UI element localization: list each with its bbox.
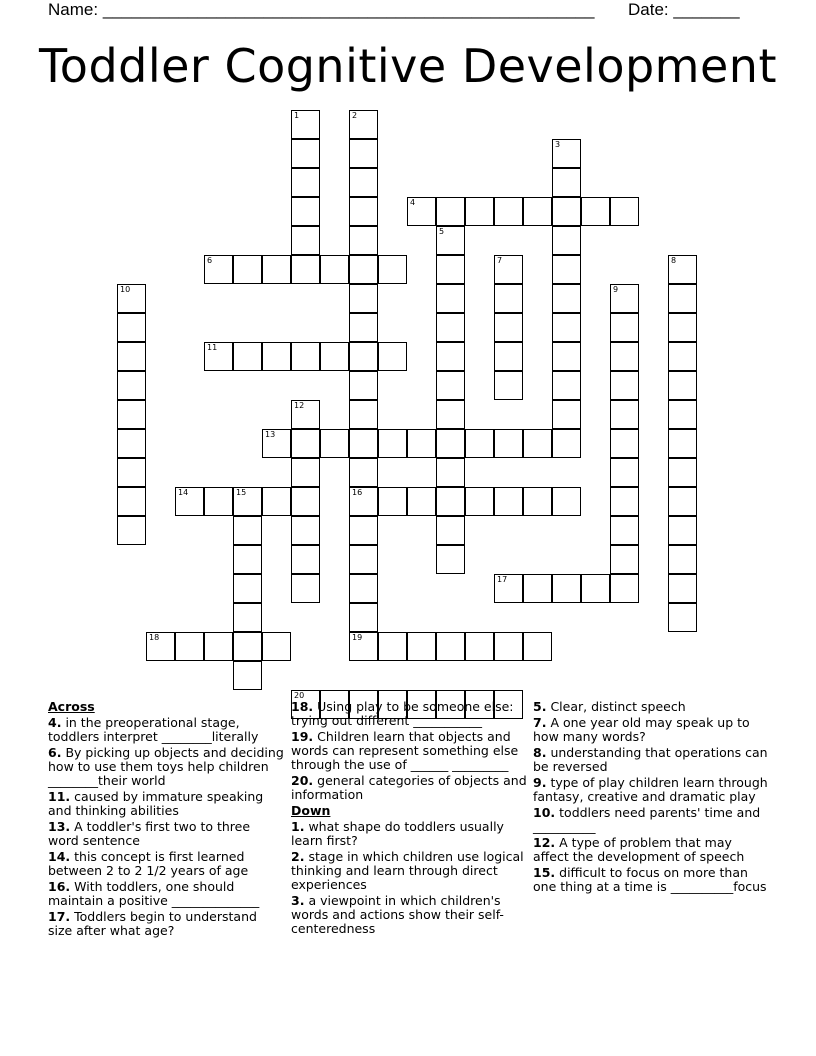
grid-cell[interactable] bbox=[204, 255, 233, 284]
cell-number: 1 bbox=[294, 111, 300, 120]
grid-cell[interactable] bbox=[610, 342, 639, 371]
grid-cell[interactable] bbox=[610, 458, 639, 487]
grid-cell[interactable] bbox=[668, 516, 697, 545]
grid-cell[interactable] bbox=[349, 429, 378, 458]
grid-cell[interactable] bbox=[117, 284, 146, 313]
cell-number: 7 bbox=[497, 256, 503, 265]
grid-cell[interactable] bbox=[552, 313, 581, 342]
clue-down-1: 1. what shape do toddlers usually learn first? bbox=[291, 819, 504, 848]
clue-across-11: 11. caused by immature speaking and thinking abilities bbox=[48, 789, 264, 818]
grid-cell[interactable] bbox=[668, 545, 697, 574]
grid-cell[interactable] bbox=[291, 545, 320, 574]
grid-cell[interactable] bbox=[291, 226, 320, 255]
grid-cell[interactable] bbox=[552, 197, 581, 226]
grid-cell[interactable] bbox=[291, 400, 320, 429]
grid-cell[interactable] bbox=[349, 313, 378, 342]
grid-cell[interactable] bbox=[494, 429, 523, 458]
clue-down-2: 2. stage in which children use logical thinking and learn through direct experiences bbox=[291, 849, 524, 892]
clue-across-18: 18. Using play to be someone else: trying out different ___________ bbox=[291, 699, 514, 728]
clue-down-10: 10. toddlers need parents' time and __________ bbox=[533, 805, 761, 834]
grid-cell[interactable] bbox=[552, 342, 581, 371]
cell-number: 8 bbox=[671, 256, 677, 265]
grid-cell[interactable] bbox=[523, 487, 552, 516]
grid-cell[interactable] bbox=[668, 255, 697, 284]
grid-cell[interactable] bbox=[320, 342, 349, 371]
grid-cell[interactable] bbox=[407, 632, 436, 661]
grid-cell[interactable] bbox=[552, 371, 581, 400]
grid-cell[interactable] bbox=[204, 632, 233, 661]
grid-cell[interactable] bbox=[291, 516, 320, 545]
grid-cell[interactable] bbox=[349, 284, 378, 313]
grid-cell[interactable] bbox=[291, 197, 320, 226]
grid-cell[interactable] bbox=[668, 458, 697, 487]
grid-cell[interactable] bbox=[204, 342, 233, 371]
clue-across-20: 20. general categories of objects and information bbox=[291, 773, 527, 802]
grid-cell[interactable] bbox=[581, 574, 610, 603]
grid-cell[interactable] bbox=[349, 545, 378, 574]
clue-across-19: 19. Children learn that objects and words can represent something else through the use of ______ _________ bbox=[291, 729, 519, 772]
cell-number: 4 bbox=[410, 198, 416, 207]
grid-cell[interactable] bbox=[552, 400, 581, 429]
cell-number: 16 bbox=[352, 488, 363, 497]
cell-number: 2 bbox=[352, 111, 358, 120]
grid-cell[interactable] bbox=[291, 429, 320, 458]
grid-cell[interactable] bbox=[465, 429, 494, 458]
grid-cell[interactable] bbox=[117, 516, 146, 545]
cell-number: 20 bbox=[294, 691, 305, 700]
clue-down-12: 12. A type of problem that may affect the development of speech bbox=[533, 835, 745, 864]
grid-cell[interactable] bbox=[233, 632, 262, 661]
grid-cell[interactable] bbox=[668, 603, 697, 632]
grid-cell[interactable] bbox=[291, 574, 320, 603]
grid-cell[interactable] bbox=[436, 632, 465, 661]
cell-number: 11 bbox=[207, 343, 218, 352]
cell-number: 19 bbox=[352, 633, 363, 642]
grid-cell[interactable] bbox=[233, 661, 262, 690]
grid-cell[interactable] bbox=[610, 487, 639, 516]
grid-cell[interactable] bbox=[378, 429, 407, 458]
grid-cell[interactable] bbox=[465, 197, 494, 226]
grid-cell[interactable] bbox=[552, 168, 581, 197]
grid-cell[interactable] bbox=[436, 429, 465, 458]
grid-cell[interactable] bbox=[668, 400, 697, 429]
grid-cell[interactable] bbox=[349, 255, 378, 284]
grid-cell[interactable] bbox=[436, 342, 465, 371]
grid-cell[interactable] bbox=[349, 574, 378, 603]
cell-number: 10 bbox=[120, 285, 131, 294]
cell-number: 18 bbox=[149, 633, 160, 642]
grid-cell[interactable] bbox=[262, 342, 291, 371]
grid-cell[interactable] bbox=[349, 168, 378, 197]
grid-cell[interactable] bbox=[436, 458, 465, 487]
grid-cell[interactable] bbox=[349, 458, 378, 487]
grid-cell[interactable] bbox=[610, 284, 639, 313]
grid-cell[interactable] bbox=[552, 255, 581, 284]
grid-cell[interactable] bbox=[291, 342, 320, 371]
grid-cell[interactable] bbox=[610, 313, 639, 342]
grid-cell[interactable] bbox=[436, 400, 465, 429]
grid-cell[interactable] bbox=[552, 226, 581, 255]
grid-cell[interactable] bbox=[552, 487, 581, 516]
grid-cell[interactable] bbox=[581, 197, 610, 226]
clue-across-16: 16. With toddlers, one should maintain a positive ______________ bbox=[48, 879, 260, 908]
grid-cell[interactable] bbox=[668, 313, 697, 342]
clues-column-1 bbox=[48, 700, 284, 940]
grid-cell[interactable] bbox=[117, 313, 146, 342]
grid-cell[interactable] bbox=[262, 255, 291, 284]
grid-cell[interactable] bbox=[552, 429, 581, 458]
clue-across-6: 6. By picking up objects and deciding how to use them toys help children ________their world bbox=[48, 745, 284, 788]
grid-cell[interactable] bbox=[436, 545, 465, 574]
grid-cell[interactable] bbox=[436, 197, 465, 226]
grid-cell[interactable] bbox=[494, 284, 523, 313]
grid-cell[interactable] bbox=[668, 429, 697, 458]
grid-cell[interactable] bbox=[233, 342, 262, 371]
grid-cell[interactable] bbox=[436, 516, 465, 545]
grid-cell[interactable] bbox=[320, 429, 349, 458]
clue-across-4: 4. in the preoperational stage, toddlers interpret ________literally bbox=[48, 715, 259, 744]
grid-cell[interactable] bbox=[610, 197, 639, 226]
grid-cell[interactable] bbox=[494, 371, 523, 400]
grid-cell[interactable] bbox=[349, 603, 378, 632]
grid-cell[interactable] bbox=[117, 487, 146, 516]
grid-cell[interactable] bbox=[494, 255, 523, 284]
clue-down-15: 15. difficult to focus on more than one thing at a time is __________focus bbox=[533, 865, 767, 894]
grid-cell[interactable] bbox=[291, 168, 320, 197]
grid-cell[interactable] bbox=[465, 632, 494, 661]
grid-cell[interactable] bbox=[262, 429, 291, 458]
grid-cell[interactable] bbox=[378, 342, 407, 371]
grid-cell[interactable] bbox=[117, 429, 146, 458]
clue-across-13: 13. A toddler's first two to three word sentence bbox=[48, 819, 251, 848]
grid-cell[interactable] bbox=[117, 458, 146, 487]
grid-cell[interactable] bbox=[378, 255, 407, 284]
grid-cell[interactable] bbox=[291, 110, 320, 139]
grid-cell[interactable] bbox=[349, 226, 378, 255]
grid-cell[interactable] bbox=[233, 516, 262, 545]
grid-cell[interactable] bbox=[610, 574, 639, 603]
grid-cell[interactable] bbox=[523, 574, 552, 603]
clues-column-2 bbox=[291, 700, 527, 938]
grid-cell[interactable] bbox=[610, 400, 639, 429]
cell-number: 9 bbox=[613, 285, 619, 294]
grid-cell[interactable] bbox=[436, 313, 465, 342]
date-label: Date: bbox=[628, 0, 669, 19]
clue-across-17: 17. Toddlers begin to understand size after what age? bbox=[48, 909, 257, 938]
grid-cell[interactable] bbox=[610, 516, 639, 545]
grid-cell[interactable] bbox=[320, 255, 349, 284]
grid-cell[interactable] bbox=[349, 516, 378, 545]
grid-cell[interactable] bbox=[117, 342, 146, 371]
grid-cell[interactable] bbox=[349, 197, 378, 226]
grid-cell[interactable] bbox=[668, 371, 697, 400]
name-label: Name: bbox=[48, 0, 99, 19]
grid-cell[interactable] bbox=[378, 487, 407, 516]
cell-number: 6 bbox=[207, 256, 213, 265]
grid-cell[interactable] bbox=[262, 632, 291, 661]
cell-number: 13 bbox=[265, 430, 276, 439]
clue-down-8: 8. understanding that operations can be reversed bbox=[533, 745, 768, 774]
grid-cell[interactable] bbox=[349, 139, 378, 168]
grid-cell[interactable] bbox=[552, 284, 581, 313]
grid-cell[interactable] bbox=[552, 139, 581, 168]
grid-cell[interactable] bbox=[349, 342, 378, 371]
clue-across-14: 14. this concept is first learned between 2 to 2 1/2 years of age bbox=[48, 849, 249, 878]
grid-cell[interactable] bbox=[262, 487, 291, 516]
grid-cell[interactable] bbox=[436, 371, 465, 400]
grid-cell[interactable] bbox=[610, 545, 639, 574]
grid-cell[interactable] bbox=[523, 197, 552, 226]
grid-cell[interactable] bbox=[523, 429, 552, 458]
grid-cell[interactable] bbox=[610, 429, 639, 458]
grid-cell[interactable] bbox=[117, 371, 146, 400]
grid-cell[interactable] bbox=[494, 632, 523, 661]
cell-number: 17 bbox=[497, 575, 508, 584]
grid-cell[interactable] bbox=[436, 255, 465, 284]
grid-cell[interactable] bbox=[291, 458, 320, 487]
grid-cell[interactable] bbox=[407, 197, 436, 226]
grid-cell[interactable] bbox=[610, 371, 639, 400]
grid-cell[interactable] bbox=[291, 487, 320, 516]
grid-cell[interactable] bbox=[523, 632, 552, 661]
across-heading: Across bbox=[48, 699, 95, 714]
grid-cell[interactable] bbox=[436, 284, 465, 313]
grid-cell[interactable] bbox=[233, 487, 262, 516]
grid-cell[interactable] bbox=[552, 574, 581, 603]
grid-cell[interactable] bbox=[233, 574, 262, 603]
grid-cell[interactable] bbox=[436, 487, 465, 516]
name-line[interactable]: ____________________________________________________ bbox=[102, 0, 595, 19]
grid-cell[interactable] bbox=[494, 197, 523, 226]
grid-cell[interactable] bbox=[349, 400, 378, 429]
clue-down-3: 3. a viewpoint in which children's words and actions show their self-centeredness bbox=[291, 893, 504, 936]
cell-number: 14 bbox=[178, 488, 189, 497]
grid-cell[interactable] bbox=[204, 487, 233, 516]
grid-cell[interactable] bbox=[349, 487, 378, 516]
clues-column-3 bbox=[533, 700, 769, 896]
grid-cell[interactable] bbox=[494, 342, 523, 371]
grid-cell[interactable] bbox=[291, 139, 320, 168]
grid-cell[interactable] bbox=[175, 487, 204, 516]
grid-cell[interactable] bbox=[349, 371, 378, 400]
clue-down-5: 5. Clear, distinct speech bbox=[533, 699, 686, 714]
grid-cell[interactable] bbox=[117, 400, 146, 429]
grid-cell[interactable] bbox=[494, 574, 523, 603]
grid-cell[interactable] bbox=[494, 313, 523, 342]
clue-down-7: 7. A one year old may speak up to how many words? bbox=[533, 715, 750, 744]
date-line[interactable]: _______ bbox=[673, 0, 740, 19]
cell-number: 3 bbox=[555, 140, 561, 149]
grid-cell[interactable] bbox=[407, 429, 436, 458]
grid-cell[interactable] bbox=[668, 342, 697, 371]
down-heading: Down bbox=[291, 803, 331, 818]
cell-number: 15 bbox=[236, 488, 247, 497]
grid-cell[interactable] bbox=[668, 487, 697, 516]
grid-cell[interactable] bbox=[175, 632, 204, 661]
grid-cell[interactable] bbox=[233, 545, 262, 574]
grid-cell[interactable] bbox=[349, 632, 378, 661]
grid-cell[interactable] bbox=[146, 632, 175, 661]
grid-cell[interactable] bbox=[494, 487, 523, 516]
cell-number: 12 bbox=[294, 401, 305, 410]
grid-cell[interactable] bbox=[436, 226, 465, 255]
grid-cell[interactable] bbox=[233, 255, 262, 284]
grid-cell[interactable] bbox=[407, 487, 436, 516]
grid-cell[interactable] bbox=[465, 487, 494, 516]
grid-cell[interactable] bbox=[291, 255, 320, 284]
page-title: Toddler Cognitive Development bbox=[39, 39, 777, 93]
grid-cell[interactable] bbox=[233, 603, 262, 632]
grid-cell[interactable] bbox=[668, 284, 697, 313]
clue-down-9: 9. type of play children learn through fantasy, creative and dramatic play bbox=[533, 775, 768, 804]
grid-cell[interactable] bbox=[378, 632, 407, 661]
grid-cell[interactable] bbox=[349, 110, 378, 139]
cell-number: 5 bbox=[439, 227, 445, 236]
grid-cell[interactable] bbox=[668, 574, 697, 603]
